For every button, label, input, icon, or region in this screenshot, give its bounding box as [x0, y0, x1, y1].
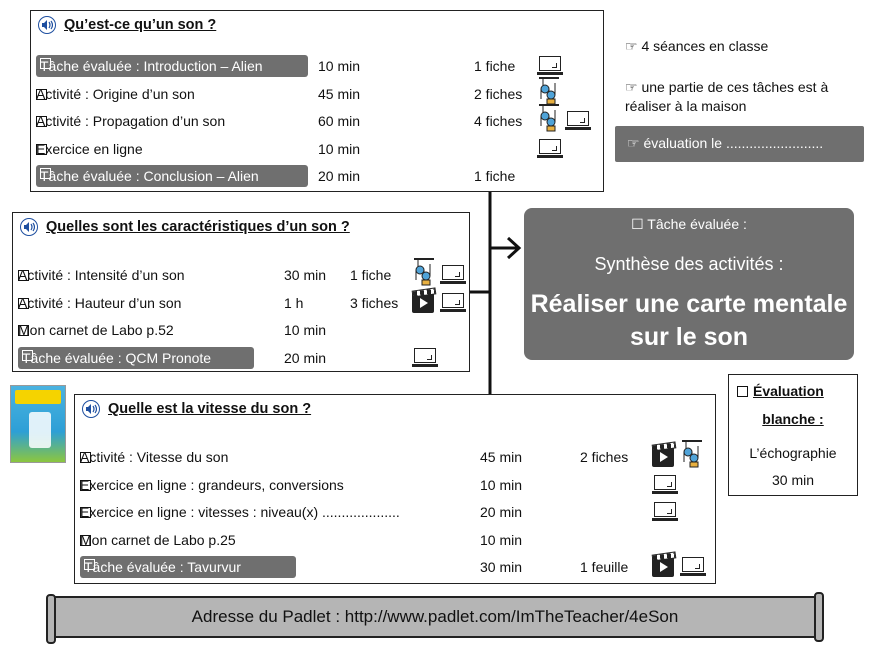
mock-evaluation-box [728, 374, 858, 496]
laptop-icon[interactable] [440, 293, 466, 313]
task-quantity: 1 fiche [474, 168, 516, 184]
task-label[interactable] [18, 322, 174, 338]
mock-evaluation-title: Évaluation [737, 383, 824, 399]
task-text: Activité : Intensité d’un son [18, 267, 185, 283]
task-duration: 10 min [318, 58, 361, 74]
task-text: Tâche évaluée : Introduction – Alien [40, 58, 263, 74]
task-quantity: 1 feuille [580, 559, 629, 575]
section-header [82, 400, 311, 418]
task-duration: 10 min [284, 322, 327, 338]
task-duration: 60 min [318, 113, 361, 129]
task-text: Exercice en ligne [36, 140, 143, 157]
laptop-icon[interactable] [412, 348, 438, 368]
task-text: Mon carnet de Labo p.52 [18, 322, 174, 338]
section-title: Qu’est-ce qu’un son ? [64, 17, 217, 33]
task-text: Exercice en ligne : vitesses : niveau(x) .................... [80, 504, 400, 520]
task-duration: 20 min [318, 168, 361, 184]
task-quantity: 3 fiches [350, 294, 399, 311]
task-text: Exercice en ligne : grandeurs, conversions [80, 476, 344, 493]
task-duration: 30 min [284, 267, 327, 283]
video-icon[interactable] [412, 293, 434, 313]
task-quantity: 2 fiches [580, 449, 629, 465]
task-duration: 45 min [318, 85, 361, 102]
padlet-address[interactable]: Adresse du Padlet : http://www.padlet.com/ImTheTeacher/4eSon [191, 607, 679, 626]
task-label[interactable] [80, 532, 236, 548]
task-text: Activité : Propagation d’un son [36, 113, 226, 129]
checkbox[interactable] [18, 270, 29, 281]
list-item [0, 501, 872, 523]
task-duration: 10 min [480, 476, 523, 493]
section-title: Quelle est la vitesse du son ? [108, 401, 312, 417]
task-text: Activité : Hauteur d’un son [18, 294, 182, 311]
mock-evaluation-time: 30 min [771, 472, 815, 488]
checkbox[interactable] [80, 535, 91, 546]
speaker-icon[interactable] [82, 400, 100, 418]
task-label[interactable] [80, 477, 344, 493]
task-label[interactable] [80, 449, 228, 465]
task-duration: 10 min [318, 140, 361, 157]
section-title: Quelles sont les caractéristiques d’un son ? [46, 219, 350, 235]
task-duration: 20 min [480, 504, 523, 520]
task-text: Activité : Vitesse du son [80, 449, 229, 465]
checkbox[interactable] [18, 298, 29, 309]
synthesis-task-box [524, 208, 854, 360]
task-label[interactable] [18, 347, 254, 369]
laptop-icon[interactable] [652, 475, 678, 495]
video-icon[interactable] [652, 557, 674, 577]
task-text: Tâche évaluée : Tavurvur [84, 559, 241, 575]
synthesis-label: ☐ Tâche évaluée : [631, 216, 747, 232]
evaluation-date-box: ☞ évaluation le ......................... [615, 126, 864, 162]
list-item [0, 556, 872, 578]
laptop-icon[interactable] [652, 502, 678, 522]
task-duration: 10 min [480, 531, 523, 548]
checkbox[interactable] [737, 386, 748, 397]
list-item [0, 529, 872, 551]
note-homework: ☞ une partie de ces tâches est à réaliser à la maison [625, 79, 829, 114]
task-quantity: 4 fiches [474, 113, 523, 129]
padlet-address-banner[interactable] [48, 596, 822, 638]
task-duration: 1 h [284, 294, 304, 311]
synthesis-subtitle: Synthèse des activités : [594, 254, 784, 274]
checkbox[interactable] [18, 325, 29, 336]
checkbox[interactable] [80, 452, 91, 463]
task-text: Tâche évaluée : Conclusion – Alien [40, 168, 259, 184]
pulley-icon[interactable] [680, 440, 704, 468]
task-duration: 30 min [480, 559, 523, 575]
task-text: Tâche évaluée : QCM Pronote [22, 349, 212, 366]
pulley-icon[interactable] [412, 258, 436, 286]
task-quantity: 2 fiches [474, 85, 523, 102]
task-duration: 45 min [480, 449, 523, 465]
task-label[interactable] [80, 556, 296, 578]
section-header [20, 218, 350, 236]
task-label[interactable] [18, 295, 181, 311]
checkbox[interactable] [80, 480, 91, 491]
task-text: Activité : Origine d’un son [36, 85, 195, 102]
checkbox[interactable] [84, 559, 95, 570]
checkbox[interactable] [22, 350, 33, 361]
note-sessions: ☞ 4 séances en classe [625, 38, 769, 54]
laptop-icon[interactable] [440, 265, 466, 285]
video-icon[interactable] [652, 447, 674, 467]
task-label[interactable] [18, 267, 185, 283]
laptop-icon[interactable] [680, 557, 706, 577]
speaker-icon[interactable] [20, 218, 38, 236]
task-duration: 20 min [284, 349, 327, 366]
checkbox[interactable] [80, 507, 91, 518]
task-text: Mon carnet de Labo p.25 [80, 531, 236, 548]
task-label[interactable] [80, 504, 400, 520]
mock-evaluation-subject: L’échographie [749, 445, 837, 461]
task-quantity: 1 fiche [350, 267, 392, 283]
mock-evaluation-title-2: blanche : [762, 411, 824, 427]
synthesis-task: Réaliser une carte mentale sur le son [530, 290, 848, 351]
task-quantity: 1 fiche [474, 58, 516, 74]
